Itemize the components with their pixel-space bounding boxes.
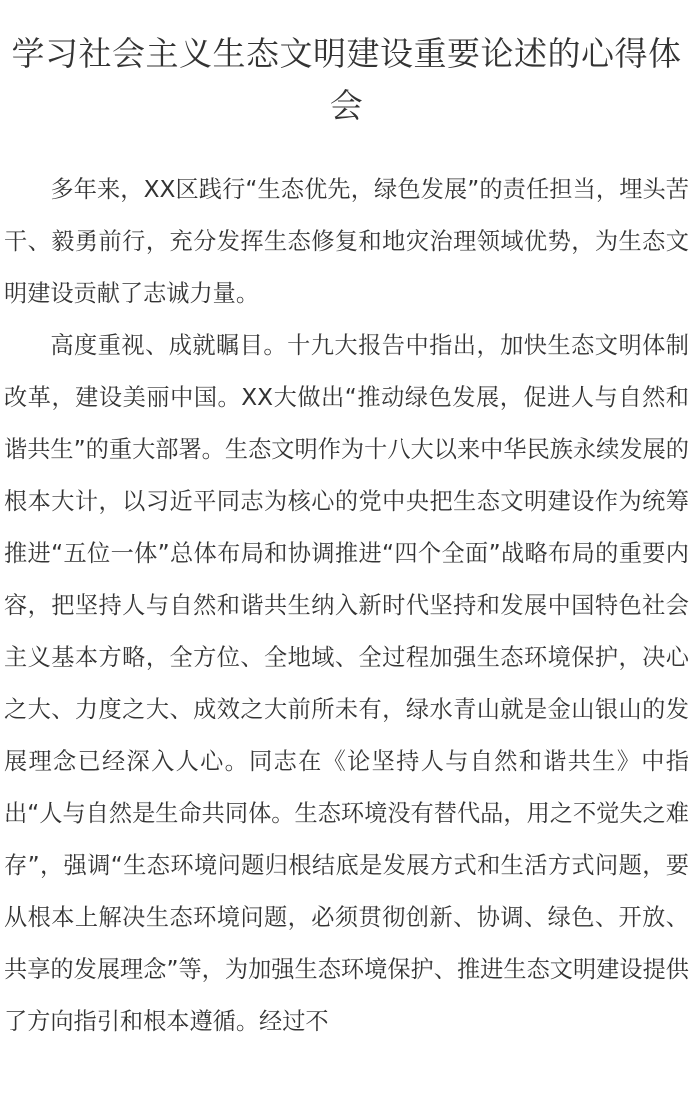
document-title: 学习社会主义生态文明建设重要论述的心得体会: [11, 34, 682, 125]
paragraph: 多年来，XX区践行“生态优先，绿色发展”的责任担当，埋头苦干、毅勇前行，充分发挥生态修复和地灾治理领域优势，为生态文明建设贡献了志诚力量。: [4, 176, 689, 307]
document-body: [4, 164, 689, 1048]
paragraph: 高度重视、成就瞩目。十九大报告中指出，加快生态文明体制改革，建设美丽中国。XX大做出“推动绿色发展，促进人与自然和谐共生”的重大部署。生态文明作为十八大以来中华民族永续发展的根本大计，以习近平同志为核心的党中央把生态文明建设作为统筹推进“五位一体”总体布局和协调推进“四个全面”战略布局的重要内容，把坚持人与自然和谐共生纳入新时代坚持和发展中国特色社会主义基本方略，全方位、全地域、全过程加强生态环境保护，决心之大、力度之大、成效之大前所未有，绿水青山就是金山银山的发展理念已经深入人心。同志在《论坚持人与自然和谐共生》中指出“人与自然是生命共同体。生态环境没有替代品，用之不觉失之难存”，强调“生态环境问题归根结底是发展方式和生活方式问题，要从根本上解决生态环境问题，必须贯彻创新、协调、绿色、开放、共享的发展理念”等，为加强生态环境保护、推进生态文明建设提供了方向指引和根本遵循。经过不: [4, 332, 689, 1035]
